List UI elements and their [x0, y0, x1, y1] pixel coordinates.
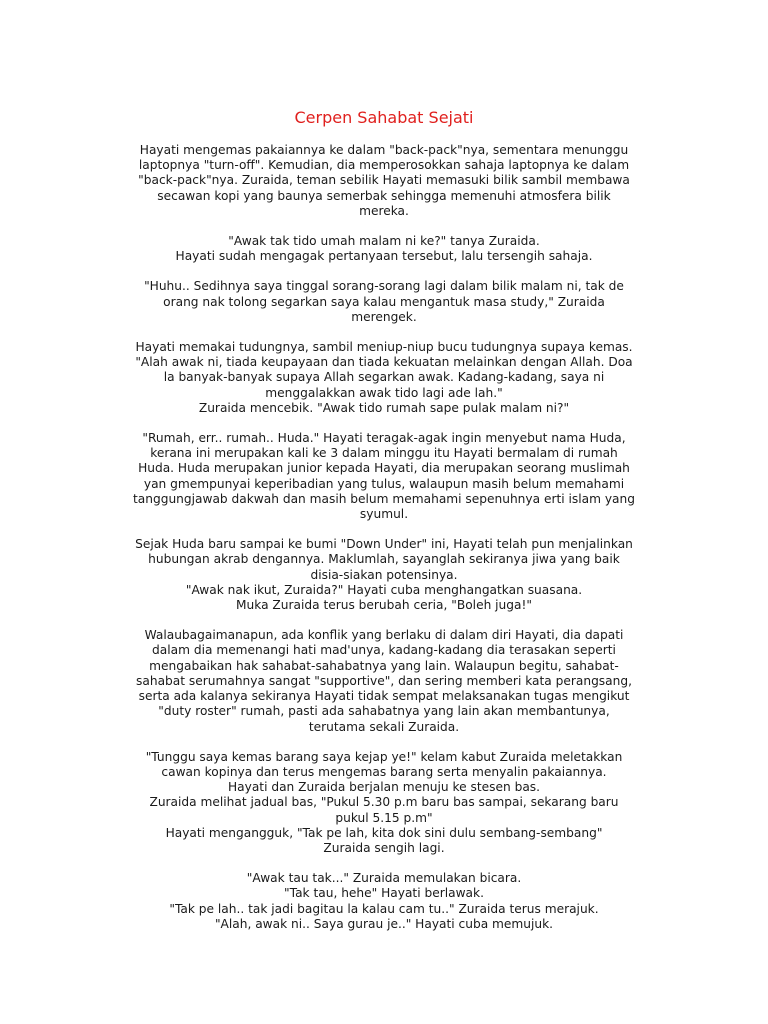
paragraph — [110, 537, 658, 613]
document-title: Cerpen Sahabat Sejati — [294, 108, 474, 127]
text-line: serta ada kalanya sekiranya Hayati tidak sempat melaksanakan tugas mengikut — [138, 689, 630, 704]
text-line: sahabat serumahnya sangat "supportive", dan sering memberi kata perangsang, — [136, 673, 632, 688]
paragraph — [110, 234, 658, 264]
text-line: cawan kopinya dan terus mengemas barang serta menyalin pakaiannya. — [161, 764, 607, 779]
text-line: "Awak tak tido umah malam ni ke?" tanya Zuraida. — [228, 234, 540, 249]
text-line: orang nak tolong segarkan saya kalau mengantuk masa study," Zuraida — [163, 294, 605, 309]
text-line: "Alah awak ni, tiada keupayaan dan tiada kekuatan melainkan dengan Allah. Doa — [135, 355, 633, 370]
text-line: "Alah, awak ni.. Saya gurau je.." Hayati cuba memujuk. — [214, 916, 554, 931]
text-line: merengek. — [351, 309, 417, 324]
document-page — [110, 108, 658, 947]
text-line: hubungan akrab dengannya. Maklumlah, sayanglah sekiranya jiwa yang baik — [148, 552, 620, 567]
text-line: laptopnya "turn-off". Kemudian, dia memperosokkan sahaja laptopnya ke dalam — [138, 158, 630, 173]
text-line: Hayati sudah mengagak pertanyaan tersebut, lalu tersengih sahaja. — [175, 249, 593, 264]
paragraph — [110, 340, 658, 416]
text-line: "back-pack"nya. Zuraida, teman sebilik Hayati memasuki bilik sambil membawa — [138, 173, 630, 188]
text-line: Zuraida mencebik. "Awak tido rumah sape pulak malam ni?" — [198, 400, 570, 415]
text-line: menggalakkan awak tido lagi ade lah." — [265, 385, 503, 400]
text-line: mereka. — [359, 203, 409, 218]
text-line: pukul 5.15 p.m" — [335, 810, 433, 825]
paragraph — [110, 750, 658, 856]
text-line: Zuraida sengih lagi. — [323, 840, 445, 855]
text-line: kerana ini merupakan kali ke 3 dalam minggu itu Hayati bermalam di rumah — [150, 446, 618, 461]
text-line: Huda. Huda merupakan junior kepada Hayati, dia merupakan seorang muslimah — [138, 461, 630, 476]
text-line: "duty roster" rumah, pasti ada sahabatnya yang lain akan membantunya, — [158, 704, 610, 719]
paragraph — [110, 279, 658, 325]
text-line: mengabaikan hak sahabat-sahabatnya yang lain. Walaupun begitu, sahabat- — [149, 658, 619, 673]
paragraph — [110, 871, 658, 932]
text-line: tanggungjawab dakwah dan masih belum memahami sepenuhnya erti islam yang — [133, 491, 635, 506]
text-line: dalam dia memenangi hati mad'unya, kadang-kadang dia terasakan seperti — [152, 643, 616, 658]
text-line: disia-siakan potensinya. — [310, 567, 458, 582]
text-line: la banyak-banyak supaya Allah segarkan awak. Kadang-kadang, saya ni — [163, 370, 605, 385]
paragraph — [110, 431, 658, 522]
text-line: Zuraida melihat jadual bas, "Pukul 5.30 p.m baru bas sampai, sekarang baru — [149, 795, 619, 810]
paragraph — [110, 628, 658, 734]
text-line: "Rumah, err.. rumah.. Huda." Hayati teragak-agak ingin menyebut nama Huda, — [142, 431, 626, 446]
text-line: Hayati dan Zuraida berjalan menuju ke stesen bas. — [227, 780, 541, 795]
text-line: "Tunggu saya kemas barang saya kejap ye!" kelam kabut Zuraida meletakkan — [145, 749, 623, 764]
text-line: terutama sekali Zuraida. — [308, 719, 460, 734]
paragraph — [110, 143, 658, 219]
text-line: "Tak pe lah.. tak jadi bagitau la kalau cam tu.." Zuraida terus merajuk. — [169, 901, 599, 916]
text-line: Hayati mengemas pakaiannya ke dalam "back-pack"nya, sementara menunggu — [139, 143, 629, 157]
text-line: secawan kopi yang baunya semerbak sehingga memenuhi atmosfera bilik — [157, 188, 611, 203]
text-line: Hayati mengangguk, "Tak pe lah, kita dok sini dulu sembang-sembang" — [165, 825, 603, 840]
text-line: "Awak tau tak..." Zuraida memulakan bicara. — [246, 871, 522, 886]
text-line: Sejak Huda baru sampai ke bumi "Down Under" ini, Hayati telah pun menjalinkan — [135, 537, 633, 552]
text-line: "Huhu.. Sedihnya saya tinggal sorang-sorang lagi dalam bilik malam ni, tak de — [144, 279, 624, 294]
text-line: Walaubagaimanapun, ada konflik yang berlaku di dalam diri Hayati, dia dapati — [144, 628, 624, 643]
text-line: Hayati memakai tudungnya, sambil meniup-niup bucu tudungnya supaya kemas. — [135, 340, 633, 355]
text-line: Muka Zuraida terus berubah ceria, "Boleh juga!" — [236, 598, 532, 613]
text-line: yan gmempunyai keperibadian yang tulus, walaupun masih belum memahami — [143, 476, 625, 491]
text-line: syumul. — [359, 507, 409, 522]
text-line: "Awak nak ikut, Zuraida?" Hayati cuba menghangatkan suasana. — [185, 582, 583, 597]
text-line: "Tak tau, hehe" Hayati berlawak. — [284, 886, 484, 901]
document-body — [110, 143, 658, 932]
